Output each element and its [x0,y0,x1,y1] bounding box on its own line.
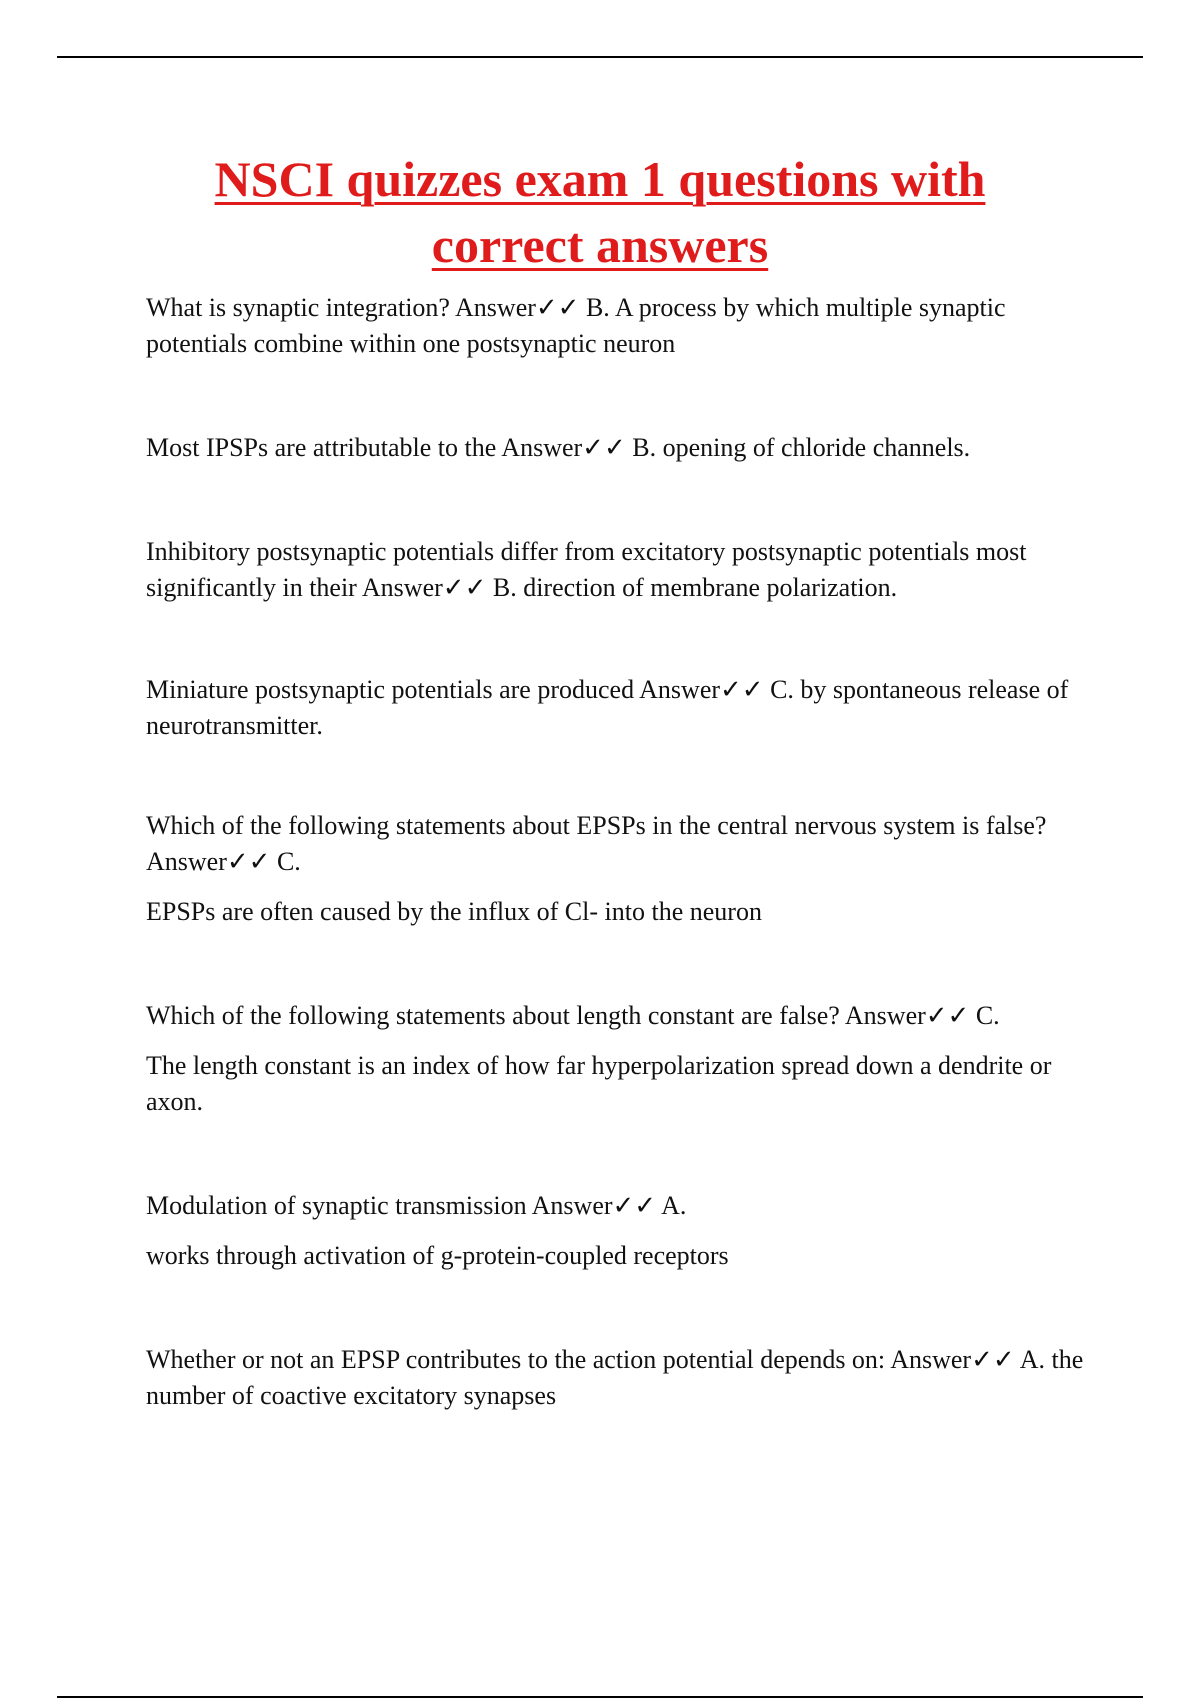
qa-item-epsp-action-potential [146,1342,1096,1414]
qa-answer-detail: The length constant is an index of how far hyperpolarization spread down a dendrite or axon. [146,1051,1052,1116]
qa-question: Whether or not an EPSP contributes to the action potential depends on: Answer✓✓ A. the number of coactive excitatory synapses [146,1345,1084,1410]
qa-answer-detail: EPSPs are often caused by the influx of Cl- into the neuron [146,897,762,926]
qa-answer-detail: works through activation of g-protein-coupled receptors [146,1241,729,1270]
title-line-1: NSCI quizzes exam 1 questions with [214,151,986,207]
qa-question: Modulation of synaptic transmission Answer✓✓ A. [146,1191,687,1220]
qa-question: Inhibitory postsynaptic potentials differ from excitatory postsynaptic potentials most significantly in their Answer✓✓ B. direction of membrane polarization. [146,537,1027,602]
qa-item-length-constant [146,998,1096,1120]
qa-question: Miniature postsynaptic potentials are produced Answer✓✓ C. by spontaneous release of neurotransmitter. [146,675,1069,740]
qa-item-miniature-potentials [146,672,1096,744]
qa-question: What is synaptic integration? Answer✓✓ B. A process by which multiple synaptic potentials combine within one postsynaptic neuron [146,293,1006,358]
qa-question: Which of the following statements about length constant are false? Answer✓✓ C. [146,1001,1000,1030]
qa-item-inhibitory-potentials [146,534,1096,606]
qa-question: Which of the following statements about EPSPs in the central nervous system is false? Answer✓✓ C. [146,811,1047,876]
qa-item-ipsps [146,430,1096,466]
qa-item-synaptic-integration [146,290,1096,362]
qa-item-modulation [146,1188,1096,1274]
document-title [100,146,1100,278]
bottom-rule [57,1696,1143,1698]
qa-question: Most IPSPs are attributable to the Answer✓✓ B. opening of chloride channels. [146,433,971,462]
top-rule [57,56,1143,58]
qa-item-epsps-false [146,808,1096,930]
title-line-2: correct answers [431,217,769,273]
